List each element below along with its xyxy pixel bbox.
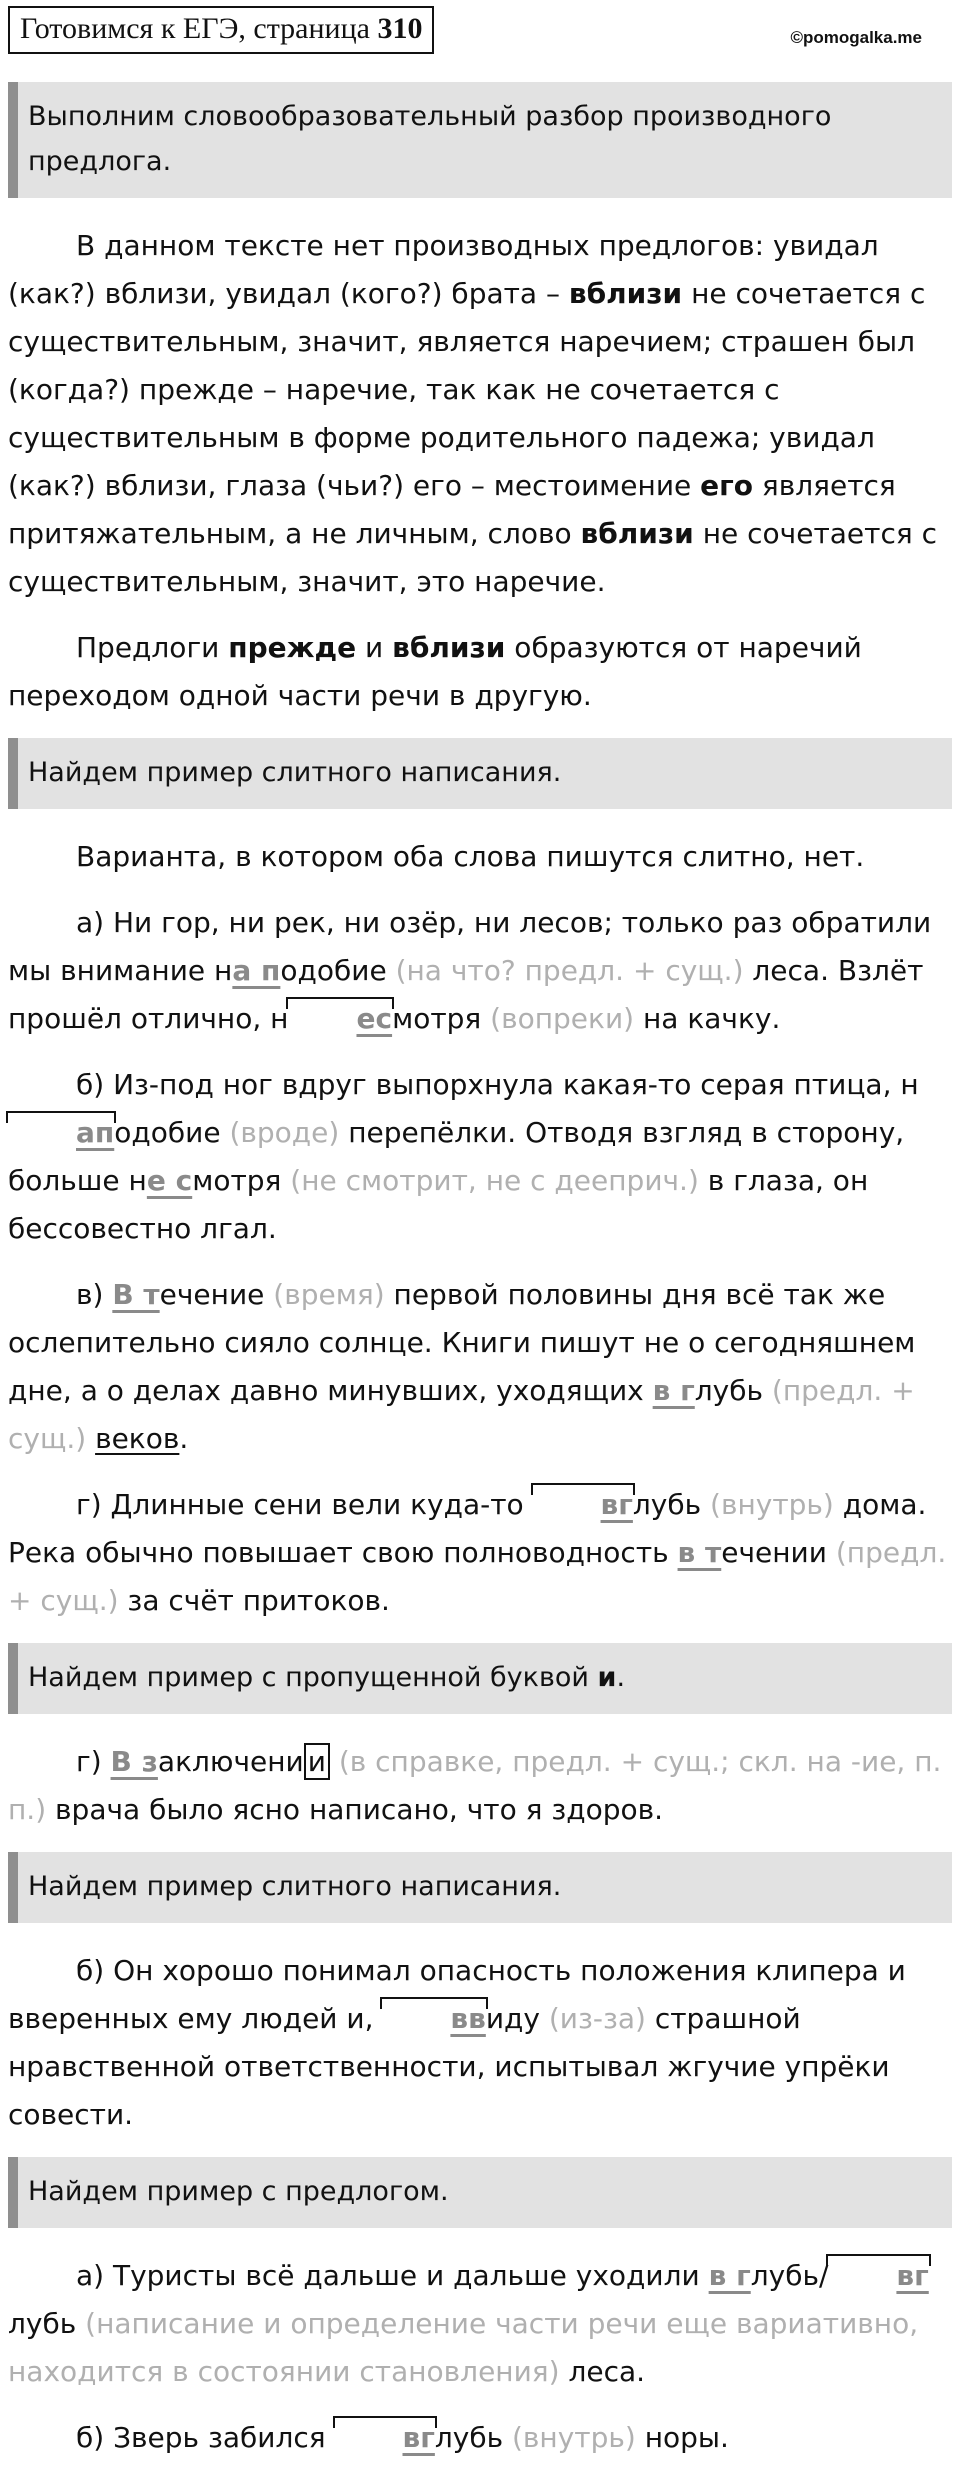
grammar-note: (вроде) [229,1116,340,1149]
site-watermark: ©pomogalka.me [790,28,922,47]
answer-paragraph: Варианта, в котором оба слова пишутся слитно, нет. [76,840,865,873]
page-title [8,6,434,54]
option-g-2: г) В заключени и (в справке, предл. + сущ.; скл. на -ие, п. п.) врача было ясно написано, что я здоров. [8,1745,942,1826]
highlighted-prefix: вв [382,1995,485,2043]
highlighted-prefix: е с [146,1164,193,1197]
highlighted-prefix: в г [708,2259,751,2292]
highlighted-prefix: в г [652,1374,695,1407]
task-heading-5: Найдем пример с предлогом. [8,2157,952,2228]
highlighted-prefix: а п [232,954,281,987]
option-b-3: б) Зверь забился вглубь (внутрь) норы. [8,2414,952,2462]
title-text: Готовимся к ЕГЭ, страница [20,12,378,45]
grammar-note: (на что? предл. + сущ.) [395,954,744,987]
highlighted-prefix: В з [110,1745,158,1778]
content [8,82,952,2480]
grammar-note: (из-за) [548,2002,646,2035]
option-b-1: б) Из-под ног вдруг выпорхнула какая-то серая птица, наподобие (вроде) перепёлки. Отводя взгляд в сторону, больше не смотря (не смотрит, не с дееприч.) в глаза, он бессовестно лгал. [8,1068,919,1245]
highlighted-prefix: вг [828,2252,928,2300]
option-g-1: г) Длинные сени вели куда-то вглубь (внутрь) дома. Река обычно повышает свою полноводность в течении (предл. + сущ.) за счёт притоков. [8,1481,952,1625]
explanation-paragraph-2: Предлоги прежде и вблизи образуются от наречий переходом одной части речи в другую. [8,631,862,712]
grammar-note: (внутрь) [710,1488,834,1521]
option-a-1: а) Ни гор, ни рек, ни озёр, ни лесов; только раз обратили мы внимание на подобие (на что? предл. + сущ.) леса. Взлёт прошёл отлично, н есмотря (вопреки) на качку. [8,899,952,1043]
highlighted-prefix: В т [112,1278,160,1311]
highlighted-prefix: вг [335,2414,435,2462]
task-heading-2: Найдем пример слитного написания. [8,738,952,809]
option-b-2: б) Он хорошо понимал опасность положения клипера и вверенных ему людей и, ввиду (из-за) страшной нравственной ответственности, испытывал жгучие упрёки совести. [8,1954,906,2131]
underlined-word: веков [95,1422,180,1455]
grammar-note: (написание и определение части речи еще вариативно, находится в состоянии становления) [8,2307,919,2388]
page-header [8,6,952,56]
page-number: 310 [377,12,423,45]
grammar-note: (не смотрит, не с дееприч.) [290,1164,699,1197]
highlighted-prefix: ес [288,995,392,1043]
highlighted-prefix: ап [8,1109,114,1157]
grammar-note: (внутрь) [512,2421,636,2454]
task-heading-3: Найдем пример с пропущенной буквой и. [8,1643,952,1714]
option-v-1: в) В течение (время) первой половины дня всё так же ослепительно сияло солнце. Книги пишут не о сегодняшнем дне, а о делах давно минувших, уходящих в глубь (предл. + сущ.) веков. [8,1278,916,1455]
task-heading-4: Найдем пример слитного написания. [8,1852,952,1923]
highlighted-prefix: вг [533,1481,633,1529]
explanation-paragraph-1: В данном тексте нет производных предлогов: увидал (как?) вблизи, увидал (кого?) брата – вблизи не сочетается с существительным, значит, является наречием; страшен был (когда?) прежде – наречие, так как не сочетается с существительным в форме родительного падежа; увидал (как?) вблизи, глаза (чьи?) его – местоимение его является притяжательным, а не личным, слово вблизи не сочетается с существительным, значит, это наречие. [8,229,937,598]
task-heading-1: Выполним словообразовательный разбор производного предлога. [8,82,952,198]
grammar-note: (предл. + сущ.) [8,1374,915,1455]
grammar-note: (в справке, предл. + сущ.; скл. на -ие, п. п.) [8,1745,942,1826]
option-a-2: а) Туристы всё дальше и дальше уходили в глубь/ вглубь (написание и определение части речи еще вариативно, находится в состоянии становления) леса. [8,2252,952,2396]
highlighted-prefix: в т [677,1536,722,1569]
grammar-note: (предл. + сущ.) [8,1536,947,1617]
grammar-note: (время) [273,1278,385,1311]
grammar-note: (вопреки) [490,1002,635,1035]
boxed-letter: и [304,1743,330,1780]
